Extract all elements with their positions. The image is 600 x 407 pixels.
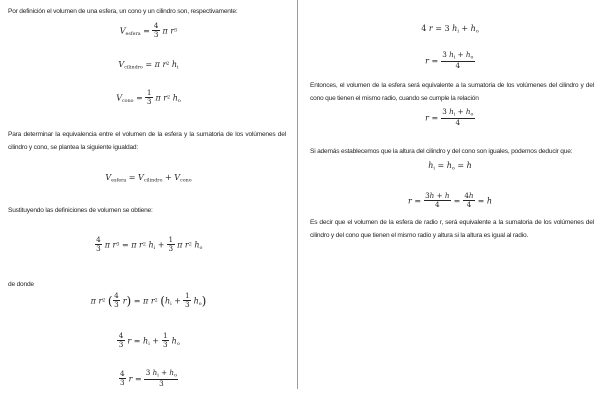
paragraph-de-donde: de donde bbox=[8, 281, 34, 288]
left-column bbox=[0, 0, 297, 407]
equation-r-over-four: r = $\frac{3 h_i + h_o}{4}$ bbox=[425, 50, 474, 71]
equation-substituted: $\frac{4}{3}$ π $r^3 = \pi$ $r^2$ $h_i$ + $\frac{1}{3}$ π $r^2$ $h_o$ bbox=[96, 235, 203, 254]
paragraph-equivalence: Para determinar la equivalencia entre el volumen de la esfera y la sumatoria de los volúmenes del cilindro y cono, se plantea la siguiente igualdad: bbox=[8, 131, 286, 151]
equation-four-r: 4 r = 3 $h_i + h_o$ bbox=[421, 24, 479, 35]
equation-sphere-volume: $V_{esfera}$ = $\frac{4}{3}$ π $r^3$ bbox=[119, 21, 178, 40]
equation-equal-heights: $h_i = h_o = h$ bbox=[428, 161, 472, 172]
equation-r-over-four-repeated: r = $\frac{3 h_i + h_o}{4}$ bbox=[425, 107, 474, 128]
paragraph-substituting: Sustituyendo las definiciones de volumen se obtiene: bbox=[8, 207, 153, 214]
equation-r-equals-h: r = $\frac{3h + h}{4}$ = $\frac{4h}{4}$ = h bbox=[407, 191, 493, 210]
equation-over-three: $\frac{4}{3}$ r = $\frac{3 h_i + h_o}{3}$ bbox=[120, 368, 177, 389]
paragraph-si-ademas: Si además establecemos que la altura del cilindro y del cono son iguales, podemos deducir que: bbox=[310, 148, 573, 155]
equation-factored: π $r^2$ ( $\frac{4}{3}$ r) = π $r^2$ ($h_i$ + $\frac{1}{3}$ $h_o$) bbox=[90, 291, 207, 310]
paragraph-es-decir: Es decir que el volumen de la esfera de radio r, será equivalente a la sumatoria de los volúmenes del cilindro y del cono que tienen el mismo radio y altura si la altura es igual al radio. bbox=[310, 219, 594, 239]
column-divider-line bbox=[297, 0, 298, 389]
equation-simplified: $\frac{4}{3}$ $r = h_i$ + $\frac{1}{3}$ $h_o$ bbox=[118, 331, 180, 350]
equation-cylinder-volume: $V_{cilindro} = \pi$ $r^2$ $h_i$ bbox=[118, 60, 179, 71]
paragraph-definitions-intro: Por definición el volumen de una esfera, un cono y un cilindro son, respectivamente: bbox=[8, 8, 238, 15]
right-column bbox=[300, 0, 600, 407]
paragraph-entonces: Entonces, el volumen de la esfera será equivalente a la sumatoria de los volúmenes del cilindro y del cono que tienen el mismo radio, cuando se cumple la relación bbox=[310, 82, 594, 102]
equation-cone-volume: $V_{cono}$ = $\frac{1}{3}$ π $r^2$ $h_o$ bbox=[116, 88, 181, 107]
equation-volume-equality: $V_{esfera} = V_{cilindro} + V_{cono}$ bbox=[105, 173, 192, 184]
